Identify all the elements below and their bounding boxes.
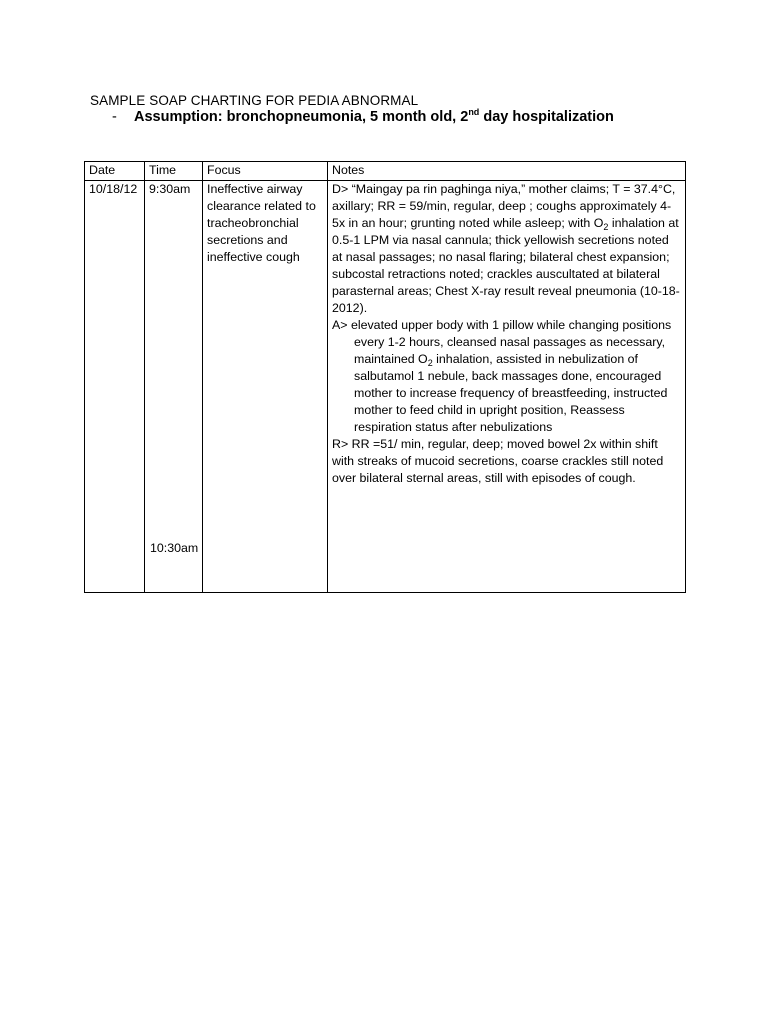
action-note-text-cont: inhalation, assisted in nebulization of salbutamol 1 nebule, back massages done, encouraged mother to increase frequency of breastfeeding, instructed mother to feed child in upright position, Reassess respiration status after nebulizations <box>354 352 668 434</box>
notes-cell <box>328 181 686 593</box>
oxygen-subscript: 2 <box>603 222 609 232</box>
bullet-dash: - <box>112 109 117 125</box>
column-header-notes: Notes <box>328 162 686 181</box>
data-note <box>332 181 681 317</box>
data-note-text-cont: inhalation at 0.5-1 LPM via nasal cannula; thick yellowish secretions noted at nasal passages; no nasal flaring; bilateral chest expansion; subcostal retractions noted; crackles auscultated at bilateral parasternal areas; Chest X-ray result reveal pneumonia (10-18-2012). <box>332 216 680 315</box>
ordinal-suffix: nd <box>468 107 480 117</box>
action-note-text: A> elevated upper body with 1 pillow while changing positions every 1-2 hours, cleansed nasal passages as necessary, maintained O <box>332 318 672 366</box>
column-header-time: Time <box>145 162 203 181</box>
assumption-line <box>112 109 614 125</box>
time-entry-second: 10:30am <box>150 541 199 555</box>
time-entry-first: 9:30am <box>149 182 191 196</box>
table-header-row <box>85 162 686 181</box>
assumption-text: Assumption: bronchopneumonia, 5 month old, 2 <box>134 109 469 125</box>
action-note <box>332 317 681 436</box>
column-header-date: Date <box>85 162 145 181</box>
column-header-focus: Focus <box>203 162 328 181</box>
assumption-tail: day hospitalization <box>479 109 614 125</box>
table-row <box>85 181 686 593</box>
oxygen-subscript: 2 <box>427 358 433 368</box>
date-cell: 10/18/12 <box>85 181 145 593</box>
focus-cell: Ineffective airway clearance related to tracheobronchial secretions and ineffective cough <box>203 181 328 593</box>
data-note-text: D> “Maingay pa rin paghinga niya,” mother claims; T = 37.4°C, axillary; RR = 59/min, regular, deep ; coughs approximately 4-5x in an hour; grunting noted while asleep; with O <box>332 182 676 230</box>
response-note: R> RR =51/ min, regular, deep; moved bowel 2x within shift with streaks of mucoid secretions, coarse crackles still noted over bilateral sternal areas, still with episodes of cough. <box>332 437 664 485</box>
time-cell <box>145 181 203 593</box>
soap-chart-table <box>84 161 686 593</box>
page-title: SAMPLE SOAP CHARTING FOR PEDIA ABNORMAL <box>90 93 419 108</box>
